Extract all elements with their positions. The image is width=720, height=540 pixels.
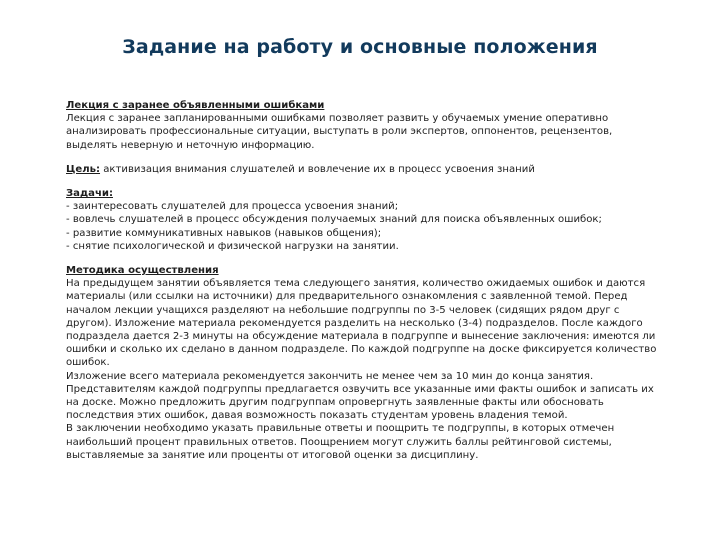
goal-section [66, 163, 664, 176]
slide-content [66, 99, 664, 473]
method-section [66, 264, 664, 462]
method-heading: Методика осуществления [66, 265, 219, 277]
method-paragraph: В заключении необходимо указать правильные ответы и поощрить те подгруппы, в которых отмечен наибольший процент правильных ответов. Поощрением могут служить баллы рейтинговой системы, выставляемые за занятие или проценты от итоговой оценки за дисциплину. [66, 423, 615, 461]
lecture-section [66, 99, 664, 152]
goal-line [66, 163, 664, 176]
tasks-section [66, 187, 664, 253]
task-item: - развитие коммуникативных навыков (навыков общения); [66, 227, 382, 239]
goal-text: активизация внимания слушателей и вовлечение их в процесс усвоения знаний [100, 163, 535, 175]
task-item: - вовлечь слушателей в процесс обсуждения получаемых знаний для поиска объявленных ошибок; [66, 214, 602, 226]
lecture-heading: Лекция с заранее объявленными ошибками [66, 100, 325, 111]
method-paragraph: Изложение всего материала рекомендуется закончить не менее чем за 10 мин до конца занятия. Представителям каждой подгруппы предлагается озвучить все указанные ими факты ошибок и записать их на доске. Можно предложить другим подгруппам опровергнуть заявленные факты или обосновать последствия этих ошибок, давая возможность показать студентам уровень владения темой. [66, 370, 654, 422]
task-item: - снятие психологической и физической нагрузки на занятии. [66, 240, 399, 252]
task-item: - заинтересовать слушателей для процесса усвоения знаний; [66, 201, 399, 213]
tasks-heading: Задачи: [66, 188, 113, 200]
method-paragraph: На предыдущем занятии объявляется тема следующего занятия, количество ожидаемых ошибок и даются материалы (или ссылки на источники) для предварительного ознакомления с заявленной темой. Перед началом лекции учащихся разделяют на небольшие подгруппы по 3-5 человек (сидящих рядом друг с другом). Изложение материала рекомендуется разделить на несколько (3-4) подразделов. После каждого подраздела дается 2-3 минуты на обсуждение материала в подгруппе и вынесение заключения: имеются ли ошибки и сколько их сделано в данном подразделе. По каждой подгруппе на доске фиксируется количество ошибок. [66, 278, 657, 369]
goal-label: Цель: [66, 163, 101, 175]
lecture-text: Лекция с заранее запланированными ошибками позволяет развить у обучаемых умение оперативно анализировать профессиональные ситуации, выступать в роли экспертов, оппонентов, рецензентов, выделять неверную и неточную информацию. [66, 113, 613, 151]
page-title: Задание на работу и основные положения [122, 36, 598, 58]
